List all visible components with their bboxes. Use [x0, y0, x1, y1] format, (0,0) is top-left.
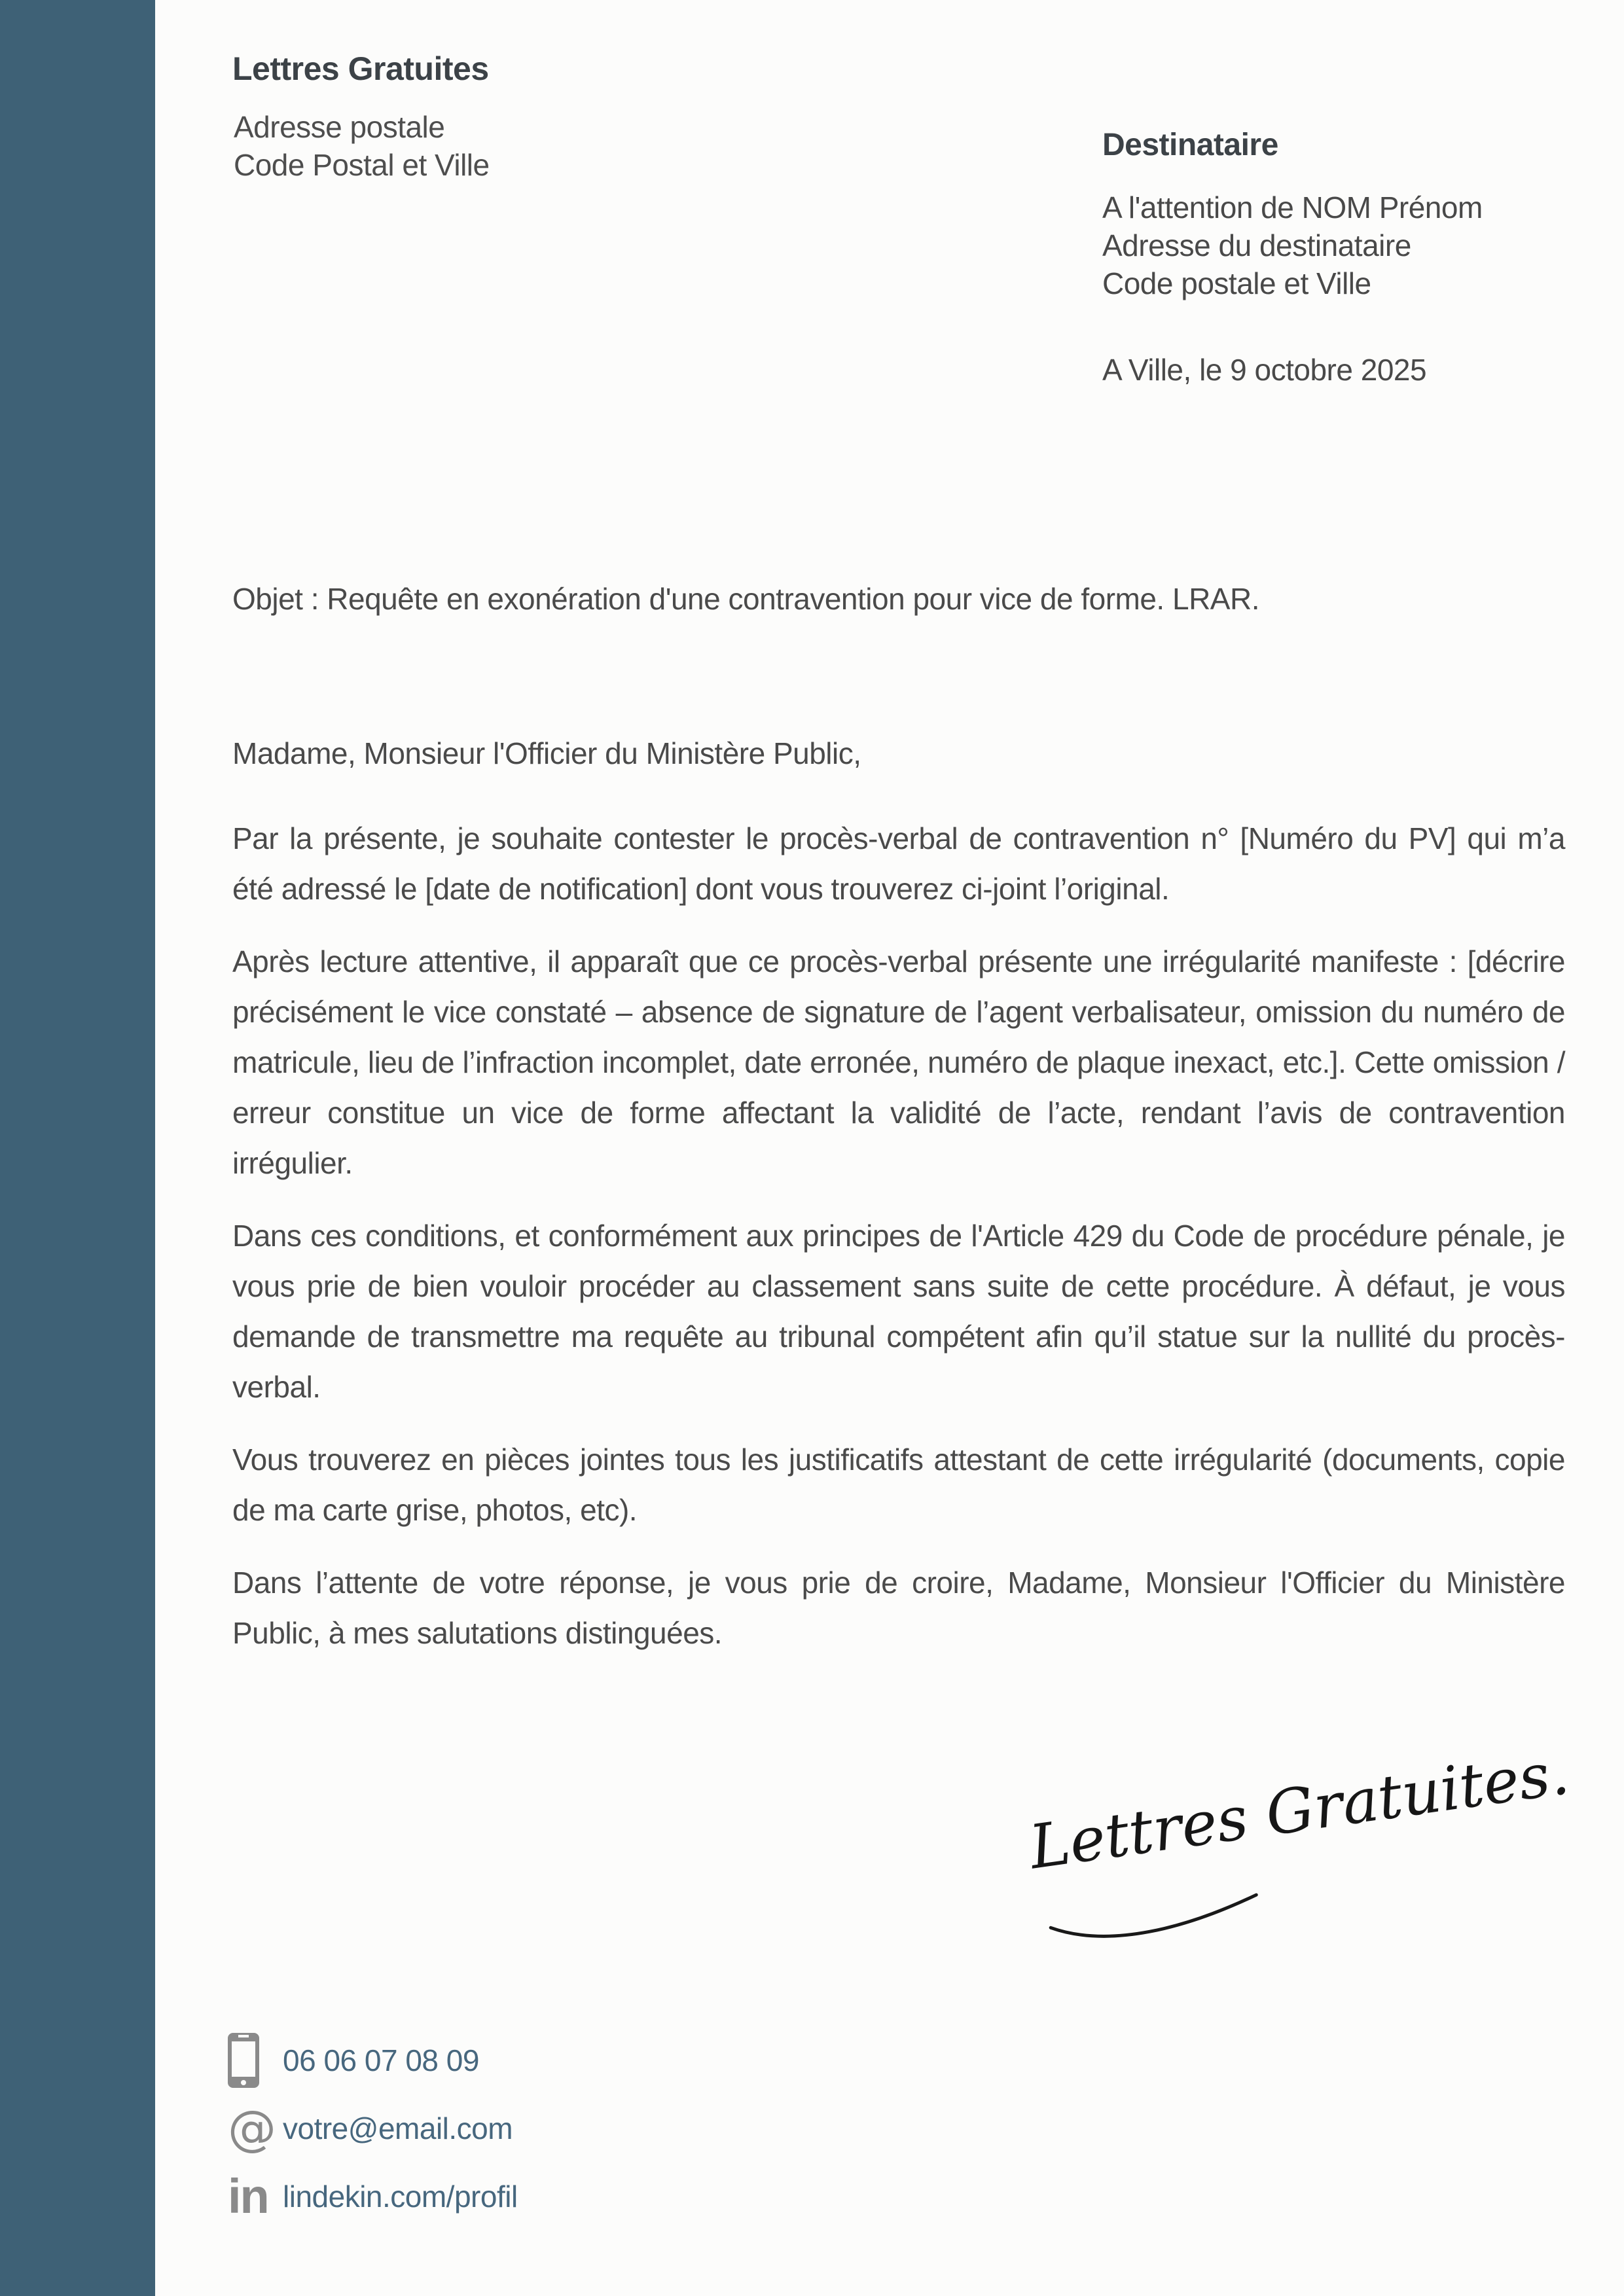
body-paragraph-3: Dans ces conditions, et conformément aux principes de l'Article 429 du Code de procédure pénale, je vous prie de bien vouloir procéder au classement sans suite de cette procédure. À défaut, je vous demande de transmettre ma requête au tribunal compétent afin qu’il statue sur la nullité du procès-verbal. [232, 1219, 1565, 1404]
email-address: votre@email.com [283, 2111, 513, 2145]
at-icon: @ [228, 2100, 276, 2157]
recipient-address-block [1102, 188, 1483, 302]
phone-number: 06 06 07 08 09 [283, 2043, 479, 2077]
linkedin-icon: in [228, 2169, 268, 2223]
subject-line: Objet : Requête en exonération d'une contravention pour vice de forme. LRAR. [232, 582, 1259, 616]
body-paragraph-2: Après lecture attentive, il apparaît que ce procès-verbal présente une irrégularité manifeste : [décrire précisément le vice constaté – absence de signature de l’agent verbalisateur, omission du numéro de matricule, lieu de l’infraction incomplet, date erronée, numéro de plaque inexact, etc.]. Cette omission / erreur constitue un vice de forme affectant la validité de l’acte, rendant l’avis de contravention irrégulier. [232, 944, 1565, 1180]
body-paragraph-5: Dans l’attente de votre réponse, je vous prie de croire, Madame, Monsieur l'Officier du Ministère Public, à mes salutations distinguées. [232, 1566, 1565, 1650]
signature-underline-flourish [1045, 1886, 1266, 1962]
recipient-title: Destinataire [1102, 128, 1278, 162]
recipient-line-city: Code postale et Ville [1102, 266, 1371, 300]
body-paragraph-4: Vous trouverez en pièces jointes tous les justificatifs attestant de cette irrégularité (documents, copie de ma carte grise, photos, etc). [232, 1443, 1565, 1527]
sender-name: Lettres Gratuites [232, 50, 489, 87]
contact-row-email [228, 2098, 513, 2159]
letter-body [232, 574, 1565, 1681]
sender-address-line2: Code Postal et Ville [234, 148, 490, 182]
smartphone-icon [228, 2033, 259, 2088]
sender-address-line1: Adresse postale [234, 110, 445, 144]
sidebar-accent-band [0, 0, 155, 2296]
contact-row-linkedin [228, 2166, 518, 2227]
linkedin-profile: lindekin.com/profil [283, 2179, 518, 2214]
salutation-line: Madame, Monsieur l'Officier du Ministère Public, [232, 736, 861, 770]
sender-address-block [234, 108, 490, 184]
recipient-line-attention: A l'attention de NOM Prénom [1102, 190, 1483, 224]
contact-row-phone [228, 2030, 479, 2090]
body-paragraph-1: Par la présente, je souhaite contester le procès-verbal de contravention n° [Numéro du PV] qui m’a été adressé le [date de notification] dont vous trouverez ci-joint l’original. [232, 821, 1565, 906]
recipient-line-address: Adresse du destinataire [1102, 228, 1411, 262]
handwritten-signature: Lettres Gratuites. [1025, 1737, 1574, 1883]
date-line: A Ville, le 9 octobre 2025 [1102, 353, 1427, 387]
